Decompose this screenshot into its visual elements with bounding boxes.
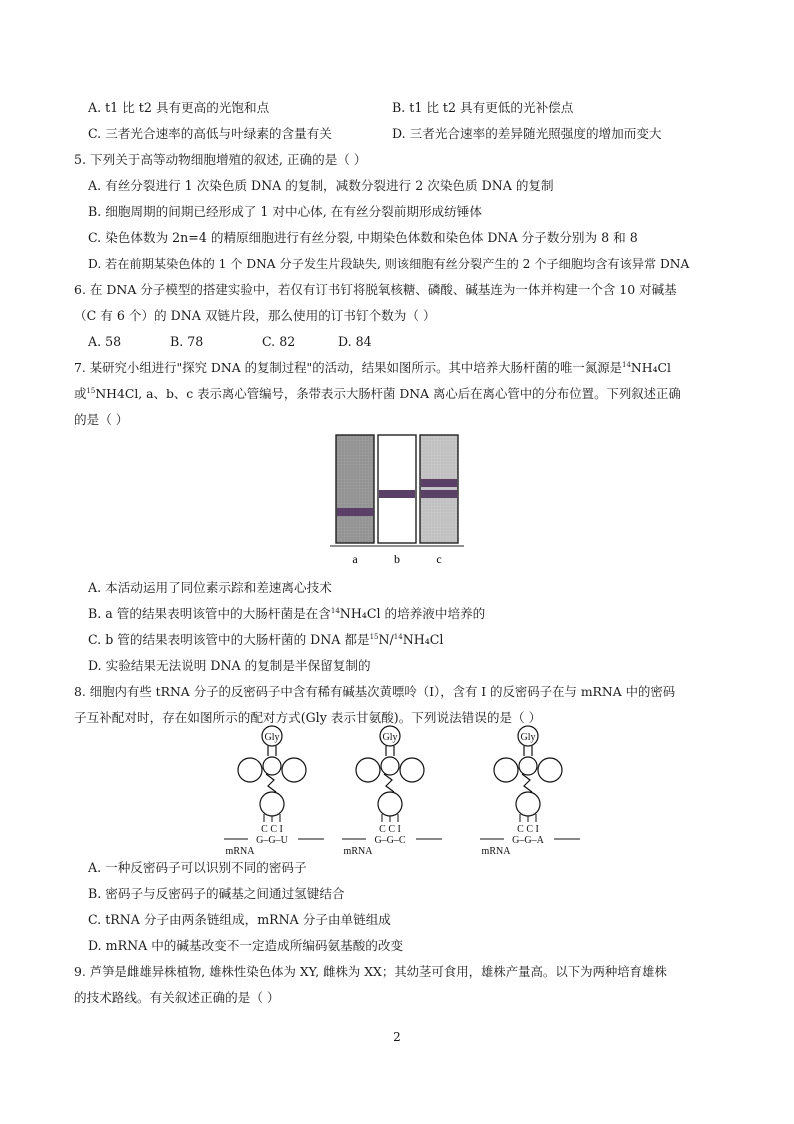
centrifuge-tubes-figure: [330, 432, 466, 570]
q7-stem-line3: 的是（ ）: [74, 412, 129, 427]
q7-option-d: D. 实验结果无法说明 DNA 的复制是半保留复制的: [88, 658, 371, 673]
page-number: 2: [393, 1030, 401, 1044]
q6-stem-line1: 6. 在 DNA 分子模型的搭建实验中，若仅有订书钉将脱氧核糖、磷酸、碱基连为一体并构建一个含 10 对碱基: [74, 282, 677, 297]
trna-diagram-3: [480, 726, 580, 856]
q7-option-c-sup14: 14: [393, 633, 403, 641]
q8-option-a: A. 一种反密码子可以识别不同的密码子: [88, 860, 307, 875]
trna-3-mrna-label: mRNA: [481, 846, 511, 856]
q7-option-b-pre: B. a 管的结果表明该管中的大肠杆菌是在含: [88, 606, 331, 621]
trna-pairing-figure: [208, 722, 588, 856]
q6-option-b: B. 78: [170, 334, 204, 349]
trna-1-mrna-label: mRNA: [225, 846, 255, 856]
q5-stem: 5. 下列关于高等动物细胞增殖的叙述, 正确的是（ ）: [74, 152, 367, 167]
trna-2-anticodon: C C I: [379, 824, 401, 835]
tube-b-band-middle: [379, 490, 415, 498]
trna-1-anticodon: C C I: [261, 824, 283, 835]
tube-a-band-heavy: [337, 508, 373, 516]
q8-stem-line2: 子互补配对时，存在如图所示的配对方式(Gly 表示甘氨酸)。下列说法错误的是（ ）: [74, 710, 542, 725]
q6-option-a: A. 58: [88, 334, 122, 349]
q5-option-a: A. 有丝分裂进行 1 次染色质 DNA 的复制，减数分裂进行 2 次染色质 DNA 的复制: [88, 178, 554, 193]
trna-2-amino-acid: Gly: [382, 732, 398, 743]
q7-option-b-sup: 14: [330, 607, 340, 615]
tube-label-a: a: [352, 552, 358, 566]
trna-2-codon: G–G–C: [374, 835, 406, 846]
q4-option-c: C. 三者光合速率的高低与叶绿素的含量有关: [88, 126, 332, 141]
q4-option-b: B. t1 比 t2 具有更低的光补偿点: [392, 100, 574, 115]
q7-or: 或: [74, 386, 87, 401]
trna-3-anticodon: C C I: [517, 824, 539, 835]
q5-option-c: C. 染色体数为 2n=4 的精原细胞进行有丝分裂, 中期染色体数和染色体 DNA 分子数分别为 8 和 8: [88, 230, 638, 245]
q6-option-c: C. 82: [262, 334, 296, 349]
trna-diagram-1: [224, 726, 324, 856]
q8-option-c: C. tRNA 分子由两条链组成，mRNA 分子由单链组成: [88, 912, 391, 927]
tube-c-band-middle: [421, 490, 457, 498]
q8-stem-line1: 8. 细胞内有些 tRNA 分子的反密码子中含有稀有碱基次黄嘌呤（I），含有 I 的反密码子在与 mRNA 中的密码: [74, 684, 676, 699]
trna-1-codon: G–G–U: [256, 835, 288, 846]
q7-sup-15: 15: [86, 387, 96, 395]
q7-option-a: A. 本活动运用了同位素示踪和差速离心技术: [88, 580, 332, 595]
q7-stem-line2-text: NH4Cl, a、b、c 表示离心管编号，条带表示大肠杆菌 DNA 离心后在离心管中的分布位置。下列叙述正确: [95, 386, 681, 401]
q6-stem-line2: （C 有 6 个）的 DNA 双链片段，那么使用的订书钉个数为（ ）: [74, 308, 436, 323]
q7-sup-14: 14: [622, 361, 631, 369]
q4-option-a: A. t1 比 t2 具有更高的光饱和点: [88, 100, 270, 115]
q7-option-c-post: NH₄Cl: [402, 632, 444, 647]
q4-option-d: D. 三者光合速率的差异随光照强度的增加而变大: [392, 126, 662, 141]
q8-option-d: D. mRNA 中的碱基改变不一定造成所编码氨基酸的改变: [88, 938, 404, 953]
trna-3-codon: G–G–A: [512, 835, 544, 846]
trna-diagram-2: [342, 726, 442, 856]
tube-c: [420, 435, 458, 543]
q9-stem-line2: 的技术路线。有关叙述正确的是（ ）: [74, 990, 280, 1005]
q7-nh4cl: NH₄Cl: [630, 360, 671, 375]
tube-label-c: c: [436, 552, 442, 566]
q5-option-b: B. 细胞周期的间期已经形成了 1 对中心体, 在有丝分裂前期形成纺锤体: [88, 204, 482, 219]
tube-a: [336, 435, 374, 543]
q7-stem-line2: [74, 384, 681, 404]
q7-option-c-pre: C. b 管的结果表明该管中的大肠杆菌的 DNA 都是: [88, 632, 370, 647]
q7-stem-line1: [74, 358, 671, 378]
q6-option-d: D. 84: [338, 334, 372, 349]
q9-stem-line1: 9. 芦笋是雌雄异株植物, 雄株性染色体为 XY, 雌株为 XX；其幼茎可食用，雄株产量高。以下为两种培育雄株: [74, 964, 667, 979]
q7-option-c: [88, 630, 443, 650]
trna-3-amino-acid: Gly: [520, 732, 536, 743]
q7-option-b: [88, 604, 485, 624]
q7-stem-line1-text: 7. 某研究小组进行"探究 DNA 的复制过程"的活动，结果如图所示。其中培养大肠杆菌的唯一氮源是: [74, 360, 622, 375]
q7-option-c-sup15: 15: [369, 633, 379, 641]
q8-option-b: B. 密码子与反密码子的碱基之间通过氢键结合: [88, 886, 345, 901]
trna-1-amino-acid: Gly: [264, 732, 280, 743]
trna-2-mrna-label: mRNA: [343, 846, 373, 856]
q5-option-d: D. 若在前期某染色体的 1 个 DNA 分子发生片段缺失, 则该细胞有丝分裂产生的 2 个子细胞均含有该异常 DNA: [88, 257, 690, 271]
q7-option-c-mid: N/: [378, 632, 394, 647]
q7-option-b-post: NH₄Cl 的培养液中培养的: [339, 606, 486, 621]
tube-label-b: b: [394, 552, 400, 566]
tube-b: [378, 435, 416, 543]
tube-c-band-light: [421, 479, 457, 487]
